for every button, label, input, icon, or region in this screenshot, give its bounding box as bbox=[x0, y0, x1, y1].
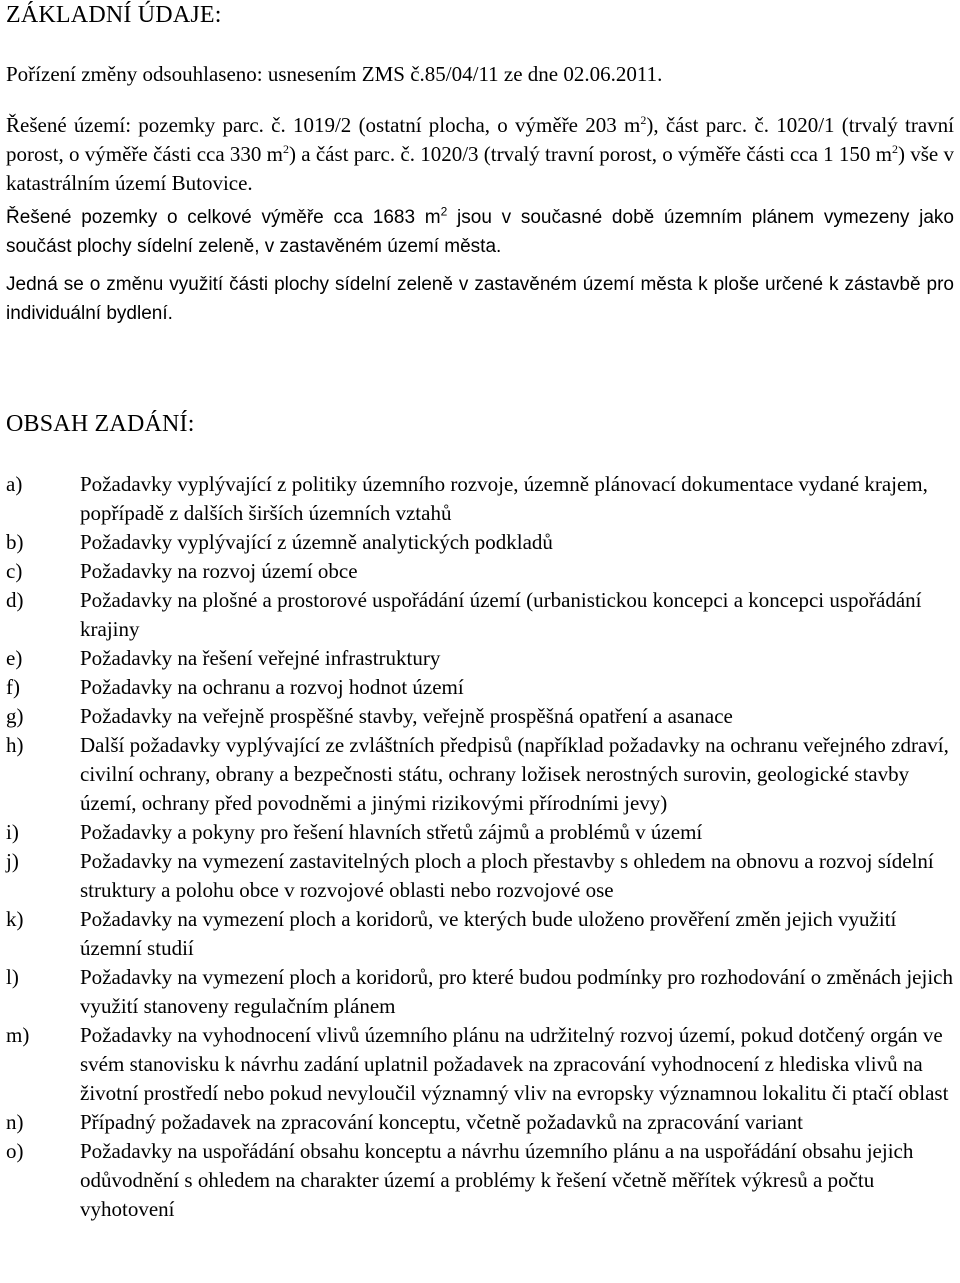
approval-paragraph: Pořízení změny odsouhlaseno: usnesením ZMS č.85/04/11 ze dne 02.06.2011. bbox=[6, 62, 663, 86]
list-item bbox=[6, 470, 954, 528]
list-item-text: Požadavky na vymezení zastavitelných ploch a ploch přestavby s ohledem na obnovu a rozvoj sídelní struktury a polohu obce v rozvojové oblasti nebo rozvojové ose bbox=[80, 849, 934, 902]
list-item bbox=[6, 644, 954, 673]
list-item-label: l) bbox=[6, 965, 19, 989]
list-item-label: e) bbox=[6, 646, 23, 670]
solved-area-paragraph bbox=[6, 111, 954, 198]
list-item-label: o) bbox=[6, 1139, 24, 1163]
solved-area-text-4: ) vše v katastrálním území Butovice. bbox=[6, 142, 954, 195]
requirements-list bbox=[6, 470, 954, 1224]
list-item bbox=[6, 1108, 954, 1137]
superscript-2: 2 bbox=[440, 204, 448, 219]
list-item-text: Požadavky vyplývající z politiky územního rozvoje, územně plánovací dokumentace vydané krajem, popřípadě z dalších širších územních vztahů bbox=[80, 472, 928, 525]
parcels-text-1: Řešené pozemky o celkové výměře cca 1683 m bbox=[6, 207, 441, 228]
parcels-paragraph bbox=[6, 203, 954, 261]
list-item bbox=[6, 586, 954, 644]
list-item-text: Požadavky na plošné a prostorové uspořádání území (urbanistickou koncepci a koncepci uspořádání krajiny bbox=[80, 588, 922, 641]
list-item bbox=[6, 528, 954, 557]
list-item-text: Požadavky na ochranu a rozvoj hodnot území bbox=[80, 675, 464, 699]
solved-area-text-1: Řešené území: pozemky parc. č. 1019/2 (ostatní plocha, o výměře 203 m bbox=[6, 113, 641, 137]
list-item-text: Požadavky na veřejně prospěšné stavby, veřejně prospěšná opatření a asanace bbox=[80, 704, 733, 728]
list-item bbox=[6, 731, 954, 818]
list-item bbox=[6, 673, 954, 702]
list-item-label: c) bbox=[6, 559, 23, 583]
list-item-label: k) bbox=[6, 907, 24, 931]
list-item-text: Požadavky a pokyny pro řešení hlavních střetů zájmů a problémů v území bbox=[80, 820, 703, 844]
superscript-2: 2 bbox=[283, 142, 290, 156]
list-item-label: h) bbox=[6, 733, 24, 757]
list-item-text: Případný požadavek na zpracování konceptu, včetně požadavků na zpracování variant bbox=[80, 1110, 804, 1134]
list-item-text: Požadavky vyplývající z územně analytických podkladů bbox=[80, 530, 553, 554]
list-item bbox=[6, 963, 954, 1021]
list-item-label: a) bbox=[6, 472, 23, 496]
list-item bbox=[6, 818, 954, 847]
parcels-text-2: jsou v současné době územním plánem vymezeny jako součást plochy sídelní zeleně, v zastavěném území města. bbox=[6, 207, 954, 257]
list-item-text: Požadavky na vymezení ploch a koridorů, pro které budou podmínky pro rozhodování o změnách jejich využití stanoveny regulačním plánem bbox=[80, 965, 953, 1018]
list-item-text: Požadavky na uspořádání obsahu konceptu a návrhu územního plánu a na uspořádání obsahu jejich odůvodnění s ohledem na charakter území a problémy k řešení včetně měřítek výkresů a počtu vyhotovení bbox=[80, 1139, 914, 1221]
list-item bbox=[6, 847, 954, 905]
list-item-label: n) bbox=[6, 1110, 24, 1134]
list-item-text: Požadavky na řešení veřejné infrastruktury bbox=[80, 646, 441, 670]
superscript-2: 2 bbox=[892, 142, 898, 156]
list-item-label: b) bbox=[6, 530, 24, 554]
change-purpose-paragraph: Jedná se o změnu využití části plochy sídelní zeleně v zastavěném území města k ploše určené k zástavbě pro individuální bydlení. bbox=[6, 274, 954, 324]
list-item-label: m) bbox=[6, 1023, 30, 1047]
list-item-text: Další požadavky vyplývající ze zvláštních předpisů (například požadavky na ochranu veřejného zdraví, civilní ochrany, obrany a bezpečnosti státu, ochrany ložisek nerostných surovin, geologické stavby území, ochrany před povodněmi a jinými rizikovými přírodními jevy) bbox=[80, 733, 949, 815]
list-item-label: j) bbox=[6, 849, 19, 873]
list-item-label: d) bbox=[6, 588, 24, 612]
superscript-2: 2 bbox=[640, 113, 647, 127]
list-item-text: Požadavky na rozvoj území obce bbox=[80, 559, 358, 583]
solved-area-text-2: ), část parc. č. 1020/1 (trvalý travní porost, o výměře části cca 330 m bbox=[6, 113, 954, 166]
list-item bbox=[6, 557, 954, 586]
list-item bbox=[6, 1137, 954, 1224]
list-item-label: i) bbox=[6, 820, 19, 844]
section-heading-basic-data: ZÁKLADNÍ ÚDAJE: bbox=[6, 2, 222, 28]
list-item-text: Požadavky na vymezení ploch a koridorů, ve kterých bude uloženo prověření změn jejich využití územní studií bbox=[80, 907, 897, 960]
list-item bbox=[6, 905, 954, 963]
solved-area-text-3: ) a část parc. č. 1020/3 (trvalý travní porost, o výměře části cca 1 150 m bbox=[289, 142, 892, 166]
list-item bbox=[6, 1021, 954, 1108]
list-item bbox=[6, 702, 954, 731]
section-heading-content: OBSAH ZADÁNÍ: bbox=[6, 411, 195, 437]
list-item-text: Požadavky na vyhodnocení vlivů územního plánu na udržitelný rozvoj území, pokud dotčený orgán ve svém stanovisku k návrhu zadání uplatnil požadavek na zpracování vyhodnocení z hlediska vlivů na životní prostředí nebo pokud nevyloučil významný vliv na evropsky významnou lokalitu či ptačí oblast bbox=[80, 1023, 949, 1105]
list-item-label: f) bbox=[6, 675, 20, 699]
list-item-label: g) bbox=[6, 704, 24, 728]
